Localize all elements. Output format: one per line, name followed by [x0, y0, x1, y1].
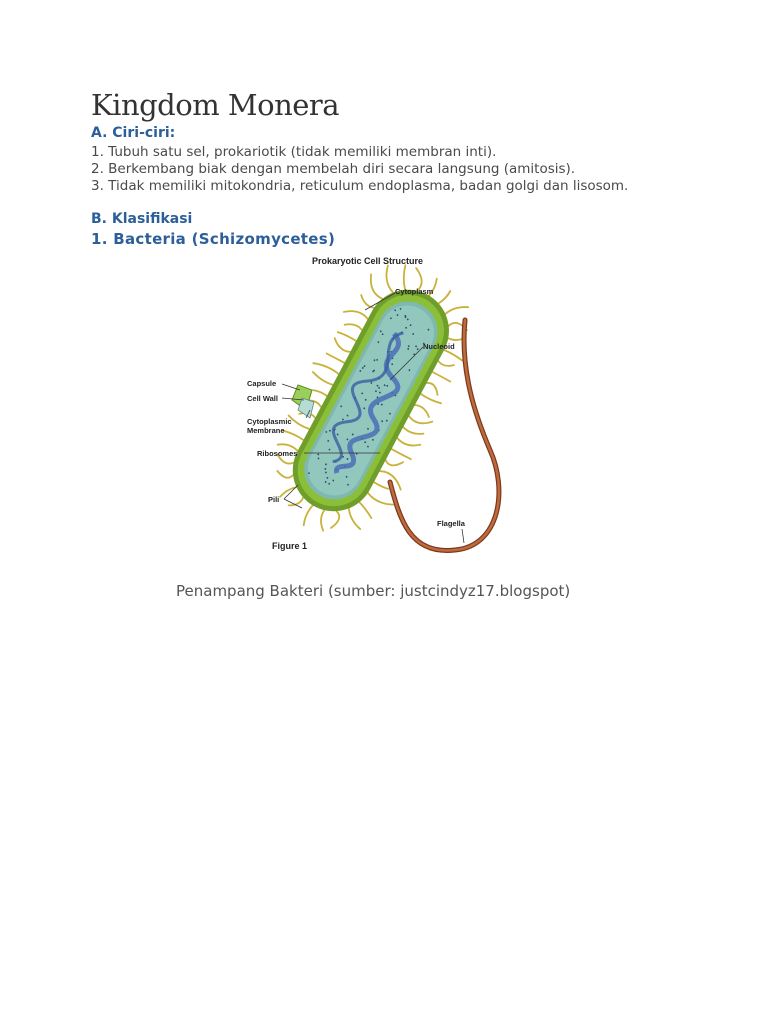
label-cytoplasm: Cytoplasm: [395, 287, 434, 296]
pilus: [335, 338, 351, 352]
label-ribosomes: Ribosomes: [257, 449, 298, 458]
section-a-heading: A. Ciri-ciri:: [91, 125, 176, 141]
pilus: [313, 363, 338, 374]
list-item: 3. Tidak memiliki mitokondria, reticulum endoplasma, badan golgi dan lisosom.: [91, 178, 629, 194]
pilus: [397, 438, 420, 446]
pilus: [313, 390, 327, 396]
label-nucleoid: Nucleoid: [423, 342, 455, 351]
pilus: [386, 460, 404, 465]
pilus: [331, 511, 339, 528]
pilus: [439, 291, 451, 303]
list-item: 2. Berkembang biak dengan membelah diri secara langsung (amitosis).: [91, 161, 576, 177]
list-item: 1. Tubuh satu sel, prokariotik (tidak memiliki membran inti).: [91, 144, 497, 160]
pilus: [327, 354, 345, 363]
pilus: [392, 449, 411, 459]
pilus: [374, 482, 388, 489]
pilus: [344, 311, 368, 319]
pilus: [277, 471, 293, 478]
section-b-subheading: 1. Bacteria (Schizomycetes): [91, 230, 336, 248]
pilus: [321, 510, 324, 531]
figure-title: Prokaryotic Cell Structure: [312, 256, 424, 266]
pilus: [345, 324, 362, 330]
figure-number: Figure 1: [272, 541, 308, 551]
pilus: [415, 405, 429, 417]
label-pili: Pili: [268, 495, 280, 504]
pilus: [448, 338, 462, 340]
label-cell-wall: Cell Wall: [247, 394, 278, 403]
pilus: [304, 505, 313, 525]
prokaryotic-cell-figure: [240, 250, 530, 560]
label-cytoplasmic-membrane: Cytoplasmic: [247, 417, 292, 426]
pilus: [283, 431, 303, 440]
pilus: [371, 274, 382, 298]
pilus: [386, 266, 393, 293]
pilus: [349, 508, 360, 529]
pilus: [289, 498, 304, 506]
pilus: [403, 427, 423, 434]
page-title: Kingdom Monera: [91, 88, 340, 122]
label-cytoplasmic-membrane: Membrane: [247, 426, 285, 435]
figure-caption: Penampang Bakteri (sumber: justcindyz17.blogspot): [176, 582, 571, 600]
pilus: [338, 332, 356, 341]
pilus: [360, 502, 372, 518]
section-b-heading: B. Klasifikasi: [91, 211, 193, 227]
pilus: [445, 307, 468, 314]
pilus: [438, 361, 454, 366]
pilus: [313, 372, 333, 385]
characteristics-list: [91, 144, 628, 195]
pilus: [444, 350, 462, 361]
pilus: [427, 383, 438, 395]
pilus: [368, 493, 393, 505]
pilus: [433, 372, 451, 382]
label-flagella: Flagella: [437, 519, 465, 528]
label-capsule: Capsule: [247, 379, 277, 388]
bacterium-illustration: [240, 250, 530, 560]
